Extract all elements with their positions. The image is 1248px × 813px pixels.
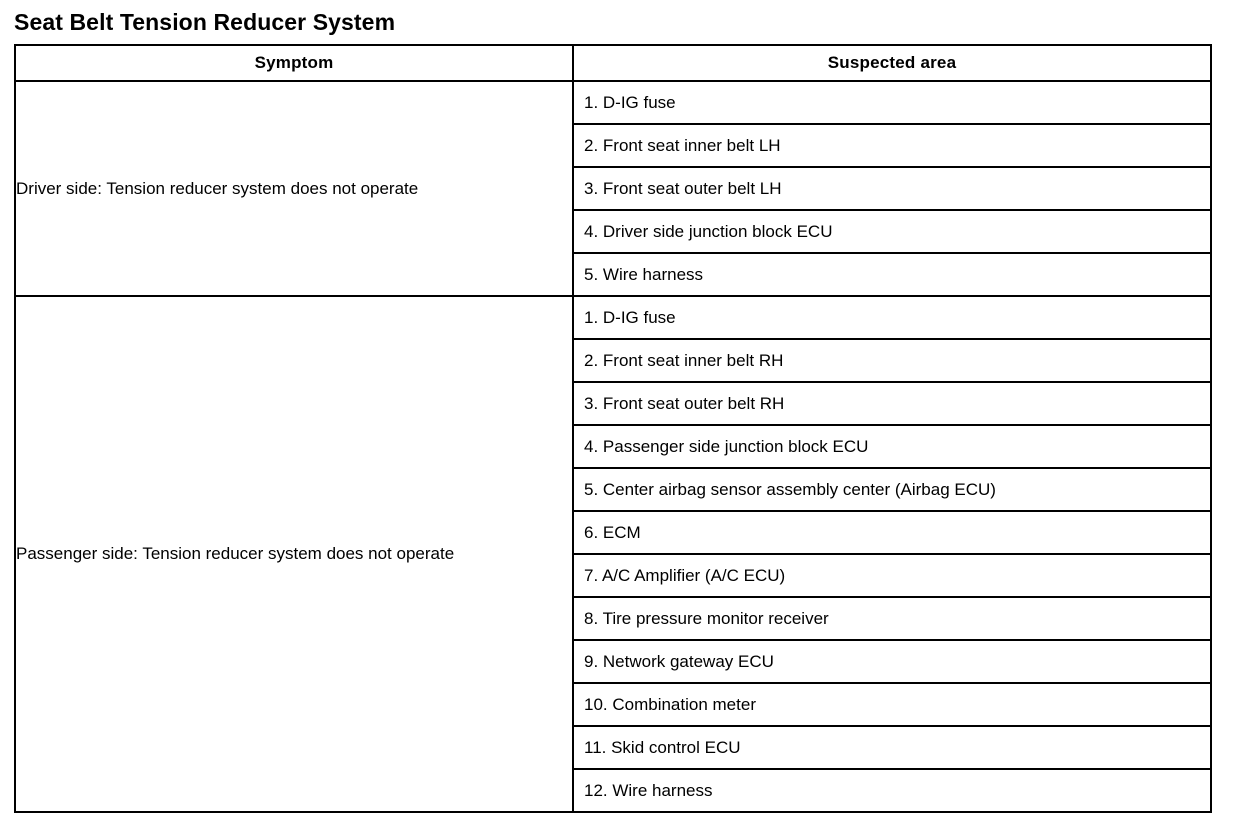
table-body	[15, 81, 1211, 812]
symptom-suspected-area-table	[14, 44, 1212, 813]
symptom-passenger-side: Passenger side: Tension reducer system does not operate	[15, 296, 573, 812]
list-item	[574, 339, 1210, 382]
list-item	[574, 683, 1210, 726]
suspected-area-item: 12. Wire harness	[584, 780, 713, 800]
suspected-area-list-passenger-side	[573, 296, 1211, 812]
area-list-table	[574, 297, 1210, 811]
suspected-area-item: 7. A/C Amplifier (A/C ECU)	[574, 554, 1210, 597]
suspected-area-item: 9. Network gateway ECU	[574, 640, 1210, 683]
list-item	[574, 382, 1210, 425]
list-item	[574, 640, 1210, 683]
list-item	[574, 769, 1210, 811]
list-item	[574, 468, 1210, 511]
table-row	[15, 296, 1211, 812]
suspected-area-item: 1. D-IG fuse	[574, 82, 1210, 124]
suspected-area-item: 4. Passenger side junction block ECU	[574, 425, 1210, 468]
list-item	[574, 554, 1210, 597]
column-header-symptom: Symptom	[15, 45, 573, 81]
list-item	[574, 297, 1210, 339]
symptom-driver-side: Driver side: Tension reducer system does not operate	[15, 81, 573, 296]
list-item	[574, 726, 1210, 769]
table-header-row	[15, 45, 1211, 81]
list-item	[574, 511, 1210, 554]
suspected-area-item: 5. Wire harness	[584, 264, 704, 284]
suspected-area-item: 10. Combination meter	[574, 683, 1210, 726]
list-item	[574, 253, 1210, 295]
suspected-area-item: 8. Tire pressure monitor receiver	[574, 597, 1210, 640]
suspected-area-item: 1. D-IG fuse	[574, 297, 1210, 339]
list-item	[574, 167, 1210, 210]
list-item	[574, 210, 1210, 253]
suspected-area-item: 2. Front seat inner belt RH	[574, 339, 1210, 382]
suspected-area-item: 3. Front seat outer belt LH	[574, 167, 1210, 210]
table-row	[15, 81, 1211, 296]
suspected-area-item: 2. Front seat inner belt LH	[574, 124, 1210, 167]
list-item	[574, 124, 1210, 167]
suspected-area-item: 6. ECM	[574, 511, 1210, 554]
table-header	[15, 45, 1211, 81]
suspected-area-item: 3. Front seat outer belt RH	[574, 382, 1210, 425]
column-header-suspected-area: Suspected area	[573, 45, 1211, 81]
suspected-area-list-driver-side	[573, 81, 1211, 296]
suspected-area-item: 11. Skid control ECU	[574, 726, 1210, 769]
list-item	[574, 82, 1210, 124]
list-item	[574, 425, 1210, 468]
suspected-area-item: 4. Driver side junction block ECU	[574, 210, 1210, 253]
suspected-area-item: 5. Center airbag sensor assembly center (Airbag ECU)	[574, 468, 1210, 511]
list-item	[574, 597, 1210, 640]
area-list-table	[574, 82, 1210, 295]
page-title: Seat Belt Tension Reducer System	[14, 9, 396, 35]
